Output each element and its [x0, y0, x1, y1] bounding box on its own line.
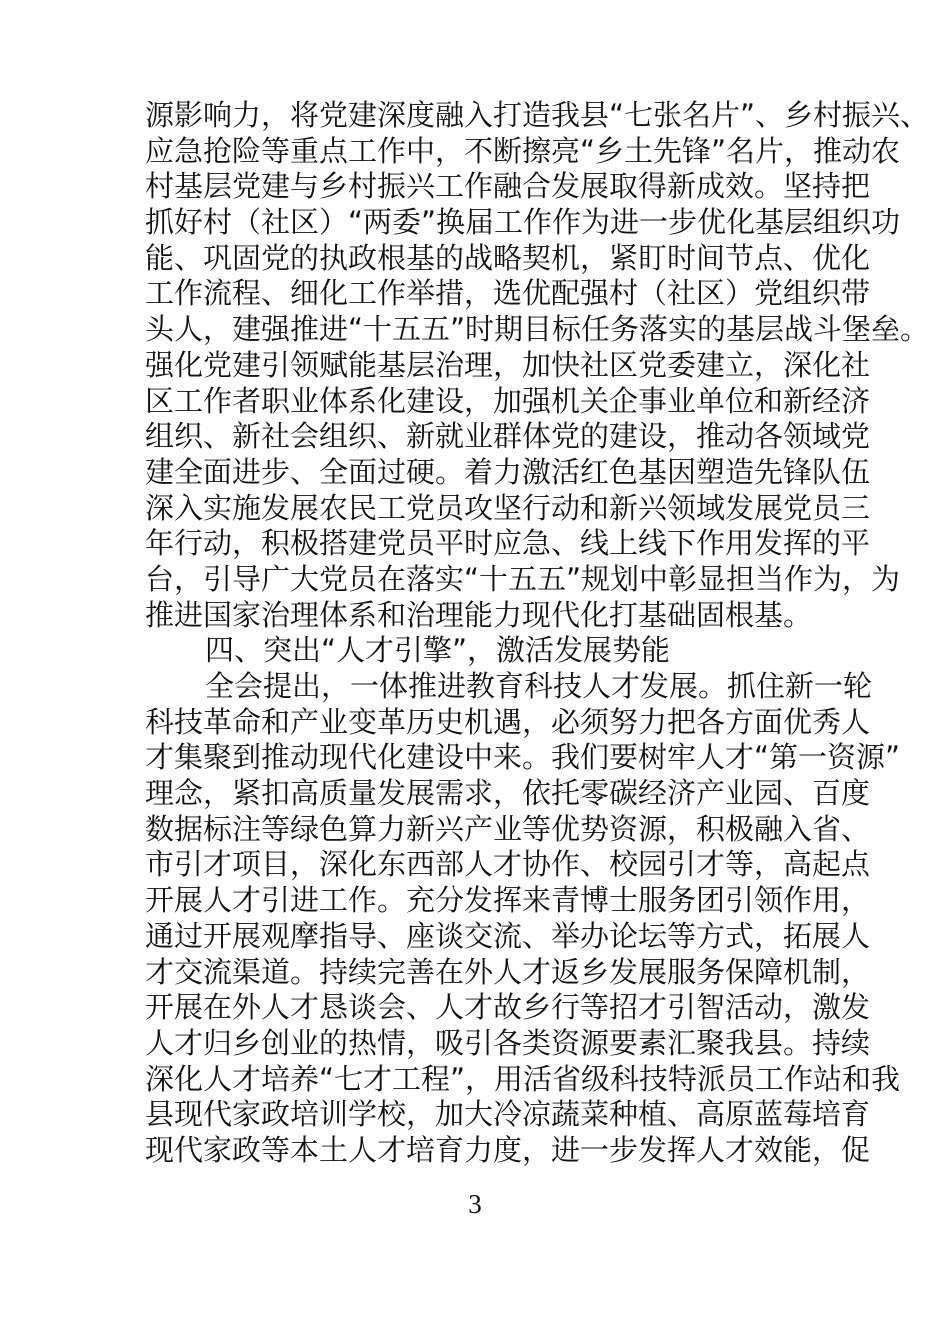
text-line: 市引才项目，深化东西部人才协作、校园引才等，高起点 — [145, 847, 871, 882]
text-line: 现代家政等本土人才培育力度，进一步发挥人才效能，促 — [145, 1132, 871, 1167]
text-line: 理念，紧扣高质量发展需求，依托零碳经济产业园、百度 — [145, 776, 871, 811]
text-line: 年行动，积极搭建党员平时应急、线上线下作用发挥的平 — [145, 526, 871, 561]
text-line: 台，引导广大党员在落实“十五五”规划中彰显担当作为，为 — [145, 561, 901, 596]
text-line: 深化人才培养“七才工程”，用活省级科技特派员工作站和我 — [145, 1061, 901, 1096]
text-line: 村基层党建与乡村振兴工作融合发展取得新成效。坚持把 — [145, 169, 871, 204]
section-heading: 四、突出“人才引擎”，激活发展势能 — [205, 633, 671, 668]
text-line: 人才归乡创业的热情，吸引各类资源要素汇聚我县。持续 — [145, 1025, 871, 1060]
text-line: 数据标注等绿色算力新兴产业等优势资源，积极融入省、 — [145, 811, 871, 846]
text-line: 县现代家政培训学校，加大冷凉蔬菜种植、高原蓝莓培育 — [145, 1097, 871, 1132]
text-line: 推进国家治理体系和治理能力现代化打基础固根基。 — [145, 597, 813, 632]
text-line: 头人，建强推进“十五五”时期目标任务落实的基层战斗堡垒。 — [145, 312, 930, 347]
text-line: 组织、新社会组织、新就业群体党的建设，推动各领域党 — [145, 419, 871, 454]
page-number: 3 — [468, 1189, 482, 1219]
text-line: 能、巩固党的执政根基的战略契机，紧盯时间节点、优化 — [145, 240, 871, 275]
text-line: 才集聚到推动现代化建设中来。我们要树牢人才“第一资源” — [145, 740, 901, 775]
text-line: 开展在外人才恳谈会、人才故乡行等招才引智活动，激发 — [145, 990, 871, 1025]
text-line: 区工作者职业体系化建设，加强机关企事业单位和新经济 — [145, 383, 871, 418]
text-line: 才交流渠道。持续完善在外人才返乡发展服务保障机制， — [145, 954, 871, 989]
text-line: 抓好村（社区）“两委”换届工作作为进一步优化基层组织功 — [145, 205, 901, 240]
text-line: 工作流程、细化工作举措，选优配强村（社区）党组织带 — [145, 276, 871, 311]
text-line: 应急抢险等重点工作中，不断擦亮“乡土先锋”名片，推动农 — [145, 133, 901, 168]
document-body — [145, 98, 930, 1169]
text-line: 全会提出，一体推进教育科技人才发展。抓住新一轮 — [205, 669, 873, 703]
text-line: 建全面进步、全面过硬。着力激活红色基因塑造先锋队伍 — [145, 454, 871, 489]
text-line: 源影响力，将党建深度融入打造我县“七张名片”、乡村振兴、 — [145, 98, 930, 132]
text-line: 开展人才引进工作。充分发挥来青博士服务团引领作用， — [145, 883, 871, 918]
text-line: 通过开展观摩指导、座谈交流、举办论坛等方式，拓展人 — [145, 918, 871, 953]
text-line: 强化党建引领赋能基层治理，加快社区党委建立，深化社 — [145, 347, 871, 382]
text-line: 深入实施发展农民工党员攻坚行动和新兴领域发展党员三 — [145, 490, 871, 525]
text-line: 科技革命和产业变革历史机遇，必须努力把各方面优秀人 — [145, 704, 871, 739]
